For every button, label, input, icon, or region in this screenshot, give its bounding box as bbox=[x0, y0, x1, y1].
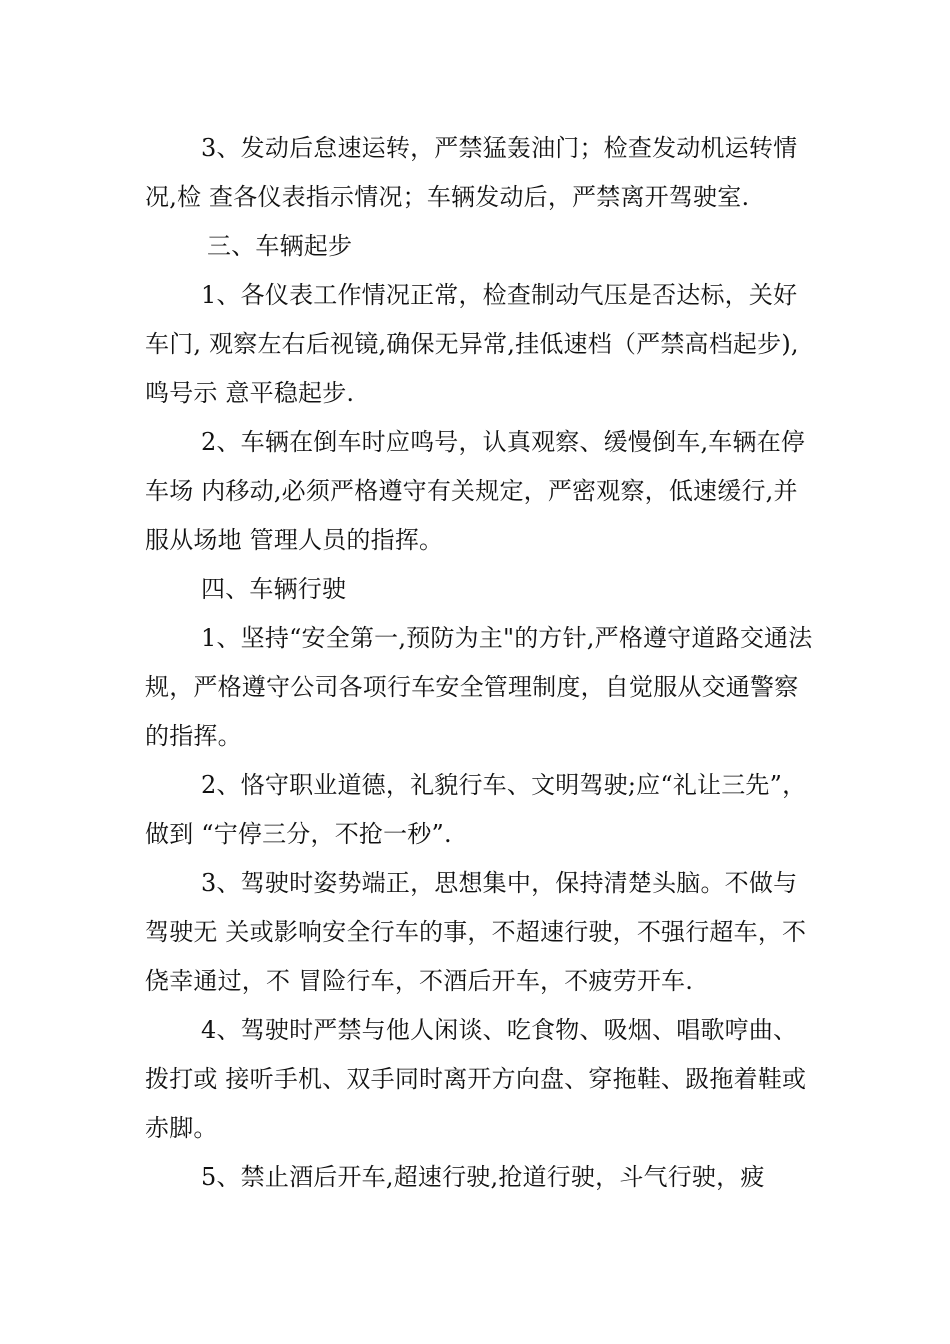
document-body bbox=[145, 124, 813, 1202]
paragraph-driving-item-5: 5、禁止酒后开车,超速行驶,抢道行驶，斗气行驶，疲 bbox=[201, 1163, 765, 1191]
paragraph-start-item-1: 1、各仪表工作情况正常，检查制动气压是否达标，关好车门, 观察左右后视镜,确保无异常,挂低速档（严禁高档起步),鸣号示 意平稳起步. bbox=[145, 281, 799, 407]
paragraph-start-item-2: 2、车辆在倒车时应鸣号，认真观察、缓慢倒车,车辆在停车场 内移动,必须严格遵守有关规定，严密观察，低速缓行,并服从场地 管理人员的指挥。 bbox=[145, 428, 806, 554]
paragraph-driving-item-4: 4、驾驶时严禁与他人闲谈、吃食物、吸烟、唱歌哼曲、拨打或 接听手机、双手同时离开方向盘、穿拖鞋、趿拖着鞋或赤脚。 bbox=[145, 1016, 807, 1142]
paragraph-driving-item-2: 2、恪守职业道德，礼貌行车、文明驾驶;应“礼让三先”，做到 “宁停三分，不抢一秒”. bbox=[145, 771, 807, 848]
paragraph-driving-item-3: 3、驾驶时姿势端正，思想集中，保持清楚头脑。不做与驾驶无 关或影响安全行车的事，不超速行驶，不强行超车，不侥幸通过，不 冒险行车，不酒后开车，不疲劳开车. bbox=[145, 869, 807, 995]
section-heading-vehicle-start: 三、车辆起步 bbox=[207, 232, 353, 260]
paragraph-start-item-3: 3、发动后怠速运转，严禁猛轰油门；检查发动机运转情况,检 查各仪表指示情况；车辆发动后，严禁离开驾驶室. bbox=[145, 134, 798, 211]
section-heading-vehicle-driving: 四、车辆行驶 bbox=[201, 575, 347, 603]
paragraph-driving-item-1: 1、坚持“安全第一,预防为主"的方针,严格遵守道路交通法 规，严格遵守公司各项行车安全管理制度，自觉服从交通警察的指挥。 bbox=[145, 624, 813, 750]
